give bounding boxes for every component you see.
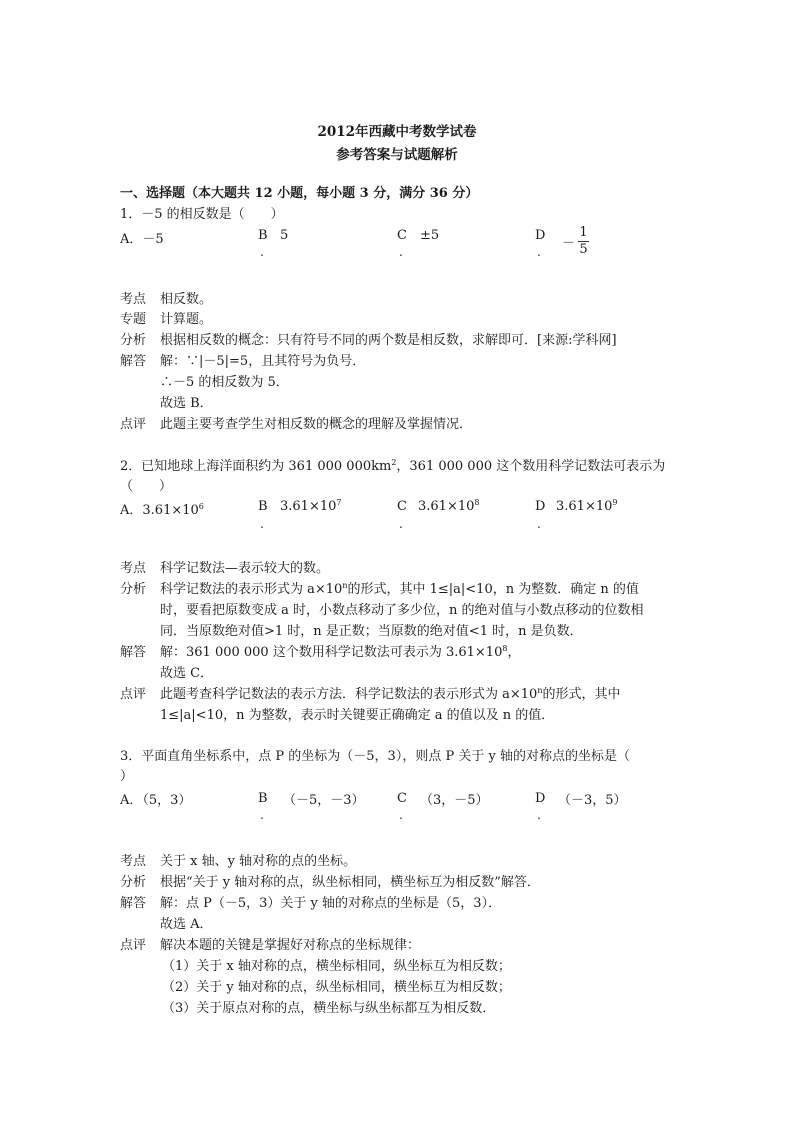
- zhuanti-text: 计算题。: [160, 312, 213, 327]
- dianping-line-2: （1）关于 x 轴对称的点，横坐标相同，纵坐标互为相反数；: [162, 959, 511, 974]
- option-d-exponent: 9: [612, 498, 618, 507]
- option-a-exponent: 6: [198, 502, 204, 511]
- option-a: [120, 499, 204, 518]
- jieda-label: 解答: [120, 645, 147, 660]
- jieda-label: 解答: [120, 896, 147, 911]
- jieda-line-1: [160, 641, 520, 660]
- option-b-exponent: 7: [336, 498, 342, 507]
- option-b-label: B: [258, 791, 268, 806]
- kaodian-text: 相反数。: [160, 292, 213, 307]
- stem-superscript: 2: [391, 458, 397, 467]
- option-c-label: C: [397, 228, 407, 243]
- option-b: （－5，－3）: [283, 793, 365, 808]
- dianping-label: 点评: [120, 417, 147, 432]
- fenxi-text-cont: 的形式，其中 1≤|a|<10，n 为整数．确定 n 的值: [347, 582, 639, 597]
- fenxi-superscript: n: [342, 581, 348, 590]
- fenxi-text: 根据“关于 y 轴对称的点，纵坐标相同，横坐标互为相反数”解答．: [160, 875, 540, 890]
- option-b-label: B: [258, 228, 268, 243]
- option-b-label: B: [258, 499, 268, 514]
- dianping-line-3: （2）关于 y 轴对称的点，纵坐标相同，横坐标互为相反数；: [162, 980, 511, 995]
- page-title: 2012年西藏中考数学试卷: [317, 124, 477, 140]
- option-a: A．（5，3）: [120, 793, 192, 808]
- option-c: ±5: [420, 228, 440, 243]
- fenxi-line-3: 同．当原数绝对值>1 时，n 是正数；当原数的绝对值<1 时，n 是负数．: [160, 624, 583, 639]
- jieda-label: 解答: [120, 354, 147, 369]
- zhuanti-label: 专题: [120, 312, 147, 327]
- option-d-text: 3.61×10: [556, 499, 613, 514]
- dianping-label: 点评: [120, 687, 147, 702]
- section-heading: 一、选择题（本大题共 12 小题，每小题 3 分，满分 36 分）: [120, 186, 479, 201]
- option-c-dot: .: [399, 517, 403, 531]
- option-c: （3，－5）: [420, 793, 489, 808]
- dianping-line-4: （3）关于原点对称的点，横坐标与纵坐标都互为相反数．: [162, 1001, 496, 1016]
- option-b-dot: .: [260, 245, 264, 259]
- option-d: （－3，5）: [558, 793, 627, 808]
- fraction-sign: －: [562, 236, 576, 251]
- fenxi-line-2: 时，要看把原数变成 a 时，小数点移动了多少位，n 的绝对值与小数点移动的位数相: [160, 603, 644, 618]
- jieda-line-2: 故选 C．: [160, 666, 214, 681]
- fenxi-text: 根据相反数的概念：只有符号不同的两个数是相反数，求解即可．[来源:学科网]: [160, 333, 617, 348]
- option-c-label: C: [397, 791, 407, 806]
- option-c-dot: .: [399, 245, 403, 259]
- fenxi-label: 分析: [120, 875, 147, 890]
- option-d-label: D: [535, 791, 546, 806]
- fenxi-line-1: [160, 578, 639, 597]
- fraction-denominator: 5: [579, 242, 588, 257]
- dianping-text: 此题考查科学记数法的表示方法．科学记数法的表示形式为 a×10: [160, 687, 538, 702]
- fenxi-text: 科学记数法的表示形式为 a×10: [160, 582, 343, 597]
- option-d-dot: .: [537, 517, 541, 531]
- jieda-line-2: ∴－5 的相反数为 5．: [160, 375, 289, 390]
- option-b: [280, 499, 341, 514]
- kaodian-text: 科学记数法—表示较大的数。: [160, 561, 330, 576]
- fraction-numerator: 1: [579, 225, 588, 240]
- stem-text: 2．已知地球上海洋面积约为 361 000 000km: [120, 459, 392, 474]
- option-d-label: D: [535, 499, 546, 514]
- question-stem: 1．－5 的相反数是（ ）: [120, 207, 284, 222]
- kaodian-label: 考点: [120, 561, 147, 576]
- option-a-text: A．3.61×10: [120, 503, 199, 518]
- jieda-superscript: 8: [502, 644, 508, 653]
- option-d-dot: .: [537, 245, 541, 259]
- option-d: [556, 499, 617, 514]
- dianping-line-1: 解决本题的关键是掌握好对称点的坐标规律：: [160, 938, 421, 953]
- fenxi-label: 分析: [120, 582, 147, 597]
- question-stem-line-1: [120, 455, 665, 474]
- option-c-exponent: 8: [474, 498, 480, 507]
- option-d-dot: .: [537, 808, 541, 822]
- page-subtitle: 参考答案与试题解析: [336, 147, 458, 163]
- jieda-line-1: 解：点 P（－5，3）关于 y 轴的对称点的坐标是（5，3）．: [160, 896, 502, 911]
- question-stem-line-1: 3．平面直角坐标系中，点 P 的坐标为（－5，3），则点 P 关于 y 轴的对称点的坐标是（: [120, 749, 630, 764]
- stem-text-cont: ，361 000 000 这个数用科学记数法可表示为: [396, 459, 666, 474]
- kaodian-text: 关于 x 轴、y 轴对称的点的坐标。: [160, 854, 357, 869]
- option-b-dot: .: [260, 517, 264, 531]
- dianping-label: 点评: [120, 938, 147, 953]
- option-b: 5: [280, 228, 289, 243]
- dianping-text: 此题主要考查学生对相反数的概念的理解及掌握情况．: [160, 417, 473, 432]
- dianping-line-1: [160, 683, 621, 702]
- jieda-line-1: 解：∵|－5|=5，且其符号为负号．: [160, 354, 366, 369]
- jieda-line-2: 故选 A．: [160, 917, 213, 932]
- option-d-label: D: [535, 228, 546, 243]
- option-b-dot: .: [260, 808, 264, 822]
- option-c-label: C: [397, 499, 407, 514]
- dianping-text-cont: 的形式，其中: [542, 687, 621, 702]
- fenxi-label: 分析: [120, 333, 147, 348]
- option-c-text: 3.61×10: [418, 499, 475, 514]
- option-c-dot: .: [399, 808, 403, 822]
- dianping-line-2: 1≤|a|<10，n 为整数，表示时关键要正确确定 a 的值以及 n 的值．: [160, 708, 555, 723]
- option-d-fraction: [562, 226, 589, 257]
- option-a: A．－5: [120, 232, 164, 247]
- dianping-superscript: n: [537, 686, 543, 695]
- jieda-line-3: 故选 B．: [160, 396, 213, 411]
- jieda-text: 解：361 000 000 这个数用科学记数法可表示为 3.61×10: [160, 645, 503, 660]
- kaodian-label: 考点: [120, 854, 147, 869]
- option-b-text: 3.61×10: [280, 499, 337, 514]
- option-c: [418, 499, 479, 514]
- kaodian-label: 考点: [120, 292, 147, 307]
- jieda-text-cont: ，: [507, 645, 521, 660]
- question-stem-line-2: ）: [120, 769, 134, 784]
- question-stem-line-2: （ ）: [120, 479, 173, 494]
